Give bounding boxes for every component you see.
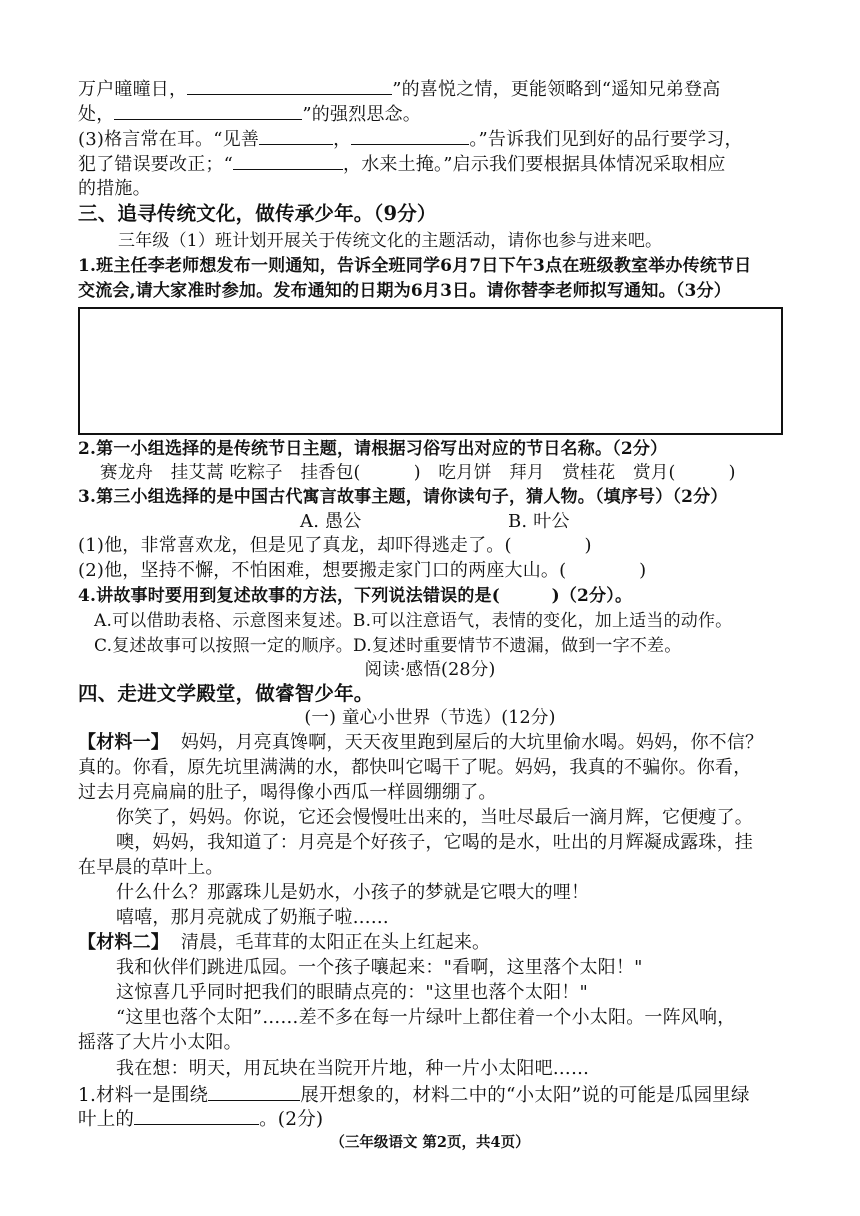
poem-fill-line-2 <box>78 101 421 128</box>
text: 。”告诉我们见到好的品行要学习， <box>469 129 743 150</box>
section-4-heading: 四、走进文学殿堂，做睿智少年。 <box>78 682 374 705</box>
text: 妈妈，月亮真馋啊，天天夜里跑到屋后的大坑里偷水喝。妈妈，你不信？ <box>180 732 764 753</box>
text: ”的喜悦之情，更能领略到“遥知兄弟登高 <box>392 79 721 100</box>
answer-blank[interactable] <box>233 151 343 170</box>
material-2-line-5: 摇落了大片小太阳。 <box>78 1032 242 1053</box>
text: 处， <box>78 104 115 125</box>
answer-blank[interactable] <box>208 1082 300 1101</box>
q3-title: 3.第三小组选择的是中国古代寓言故事主题，请你读句子，猜人物。（填序号）（2分） <box>78 487 728 507</box>
section-3-heading: 三、追寻传统文化，做传承少年。（9分） <box>78 202 437 225</box>
q4-options-line-1: A.可以借助表格、示意图来复述。B.可以注意语气，表情的变化，加上适当的动作。 <box>94 611 733 631</box>
material-1-line-2: 真的。你看，原先坑里满满的水，都快叫它喝干了呢。妈妈，我真的不骗你。你看， <box>78 757 752 778</box>
answer-blank[interactable] <box>187 76 392 95</box>
reading-q1-line-2 <box>78 1106 323 1133</box>
q4-title: 4.讲故事时要用到复述故事的方法，下列说法错误的是( )（2分）。 <box>78 586 633 606</box>
q3-sentence-2: (2)他，坚持不懈，不怕困难，想要搬走家门口的两座大山。( ) <box>78 560 647 581</box>
text: 清晨，毛茸茸的太阳正在头上红起来。 <box>180 932 491 953</box>
text: 。(2分) <box>259 1109 324 1130</box>
reading-q1-line-1 <box>78 1082 750 1109</box>
text: 万户曈曈日， <box>78 79 188 100</box>
text: 犯了错误要改正；“ <box>78 154 234 175</box>
material-2-line-4: “这里也落个太阳”……差不多在每一片绿叶上都住着一个小太阳。一阵风响， <box>116 1007 736 1028</box>
material-2-line-2: 我和伙伴们跳进瓜园。一个孩子嚷起来："看啊，这里落个太阳！" <box>116 957 643 978</box>
q3-option-a: A. 愚公 <box>300 511 362 532</box>
material-1-line-3: 过去月亮扁扁的肚子，喝得像小西瓜一样圆绷绷了。 <box>78 782 497 803</box>
answer-blank[interactable] <box>351 126 469 145</box>
answer-blank[interactable] <box>259 126 333 145</box>
text: ”的强烈思念。 <box>302 104 422 125</box>
q3-option-b: B. 叶公 <box>508 511 570 532</box>
material-1-line-6: 在早晨的草叶上。 <box>78 857 224 878</box>
motto-line-3: 的措施。 <box>78 178 151 199</box>
passage-subtitle: (一) 童心小世界（节选）(12分) <box>304 708 556 728</box>
material-1-line-8: 嘻嘻，那月亮就成了奶瓶子啦…… <box>116 907 389 928</box>
notice-answer-box[interactable] <box>78 307 783 435</box>
reading-title: 阅读·感悟(28分) <box>364 660 496 680</box>
q3-sentence-1: (1)他，非常喜欢龙，但是见了真龙，却吓得逃走了。( ) <box>78 535 592 556</box>
text: 1.材料一是围绕 <box>78 1085 209 1106</box>
q1-line-1: 1.班主任李老师想发布一则通知，告诉全班同学6月7日下午3点在班级教室举办传统节日 <box>78 256 752 276</box>
material-1-label: 【材料一】 <box>78 732 169 753</box>
material-1-line-7: 什么什么？那露珠儿是奶水，小孩子的梦就是它喂大的哩！ <box>116 882 590 903</box>
q2-title: 2.第一小组选择的是传统节日主题，请根据习俗写出对应的节日名称。（2分） <box>78 439 668 459</box>
material-1-line-1 <box>78 730 763 756</box>
poem-fill-line-1 <box>78 76 720 103</box>
text: ，水来土掩。”启示我们要根据具体情况采取相应 <box>343 154 726 175</box>
answer-blank[interactable] <box>114 101 302 120</box>
material-2-line-6: 我在想：明天，用瓦块在当院开片地，种一片小太阳吧…… <box>116 1058 590 1079</box>
section-3-intro: 三年级（1）班计划开展关于传统文化的主题活动，请你也参与进来吧。 <box>118 231 663 251</box>
answer-blank[interactable] <box>134 1106 259 1125</box>
q1-line-2: 交流会,请大家准时参加。发布通知的日期为6月3日。请你替李老师拟写通知。（3分） <box>78 281 731 301</box>
material-2-label: 【材料二】 <box>78 932 169 953</box>
text: (3)格言常在耳。“见善 <box>78 129 260 150</box>
q4-options-line-2: C.复述故事可以按照一定的顺序。D.复述时重要情节不遗漏，做到一字不差。 <box>94 636 682 656</box>
material-2-line-3: 这惊喜几乎同时把我们的眼睛点亮的："这里也落个太阳！" <box>116 982 588 1003</box>
material-2-line-1 <box>78 930 490 956</box>
motto-line-2 <box>78 151 726 178</box>
q2-customs-line: 赛龙舟 挂艾蒿 吃粽子 挂香包( ) 吃月饼 拜月 赏桂花 赏月( ) <box>100 463 736 483</box>
text: ， <box>333 129 352 150</box>
page-footer: （三年级语文 第2页，共4页） <box>330 1134 530 1151</box>
text: 叶上的 <box>78 1109 135 1130</box>
material-1-line-5: 噢，妈妈，我知道了：月亮是个好孩子，它喝的是水，吐出的月辉凝成露珠，挂 <box>116 832 753 853</box>
motto-line-1 <box>78 126 743 153</box>
material-1-line-4: 你笑了，妈妈。你说，它还会慢慢吐出来的，当吐尽最后一滴月辉，它便瘦了。 <box>116 807 753 828</box>
text: 展开想象的，材料二中的“小太阳”说的可能是瓜园里绿 <box>300 1085 750 1106</box>
